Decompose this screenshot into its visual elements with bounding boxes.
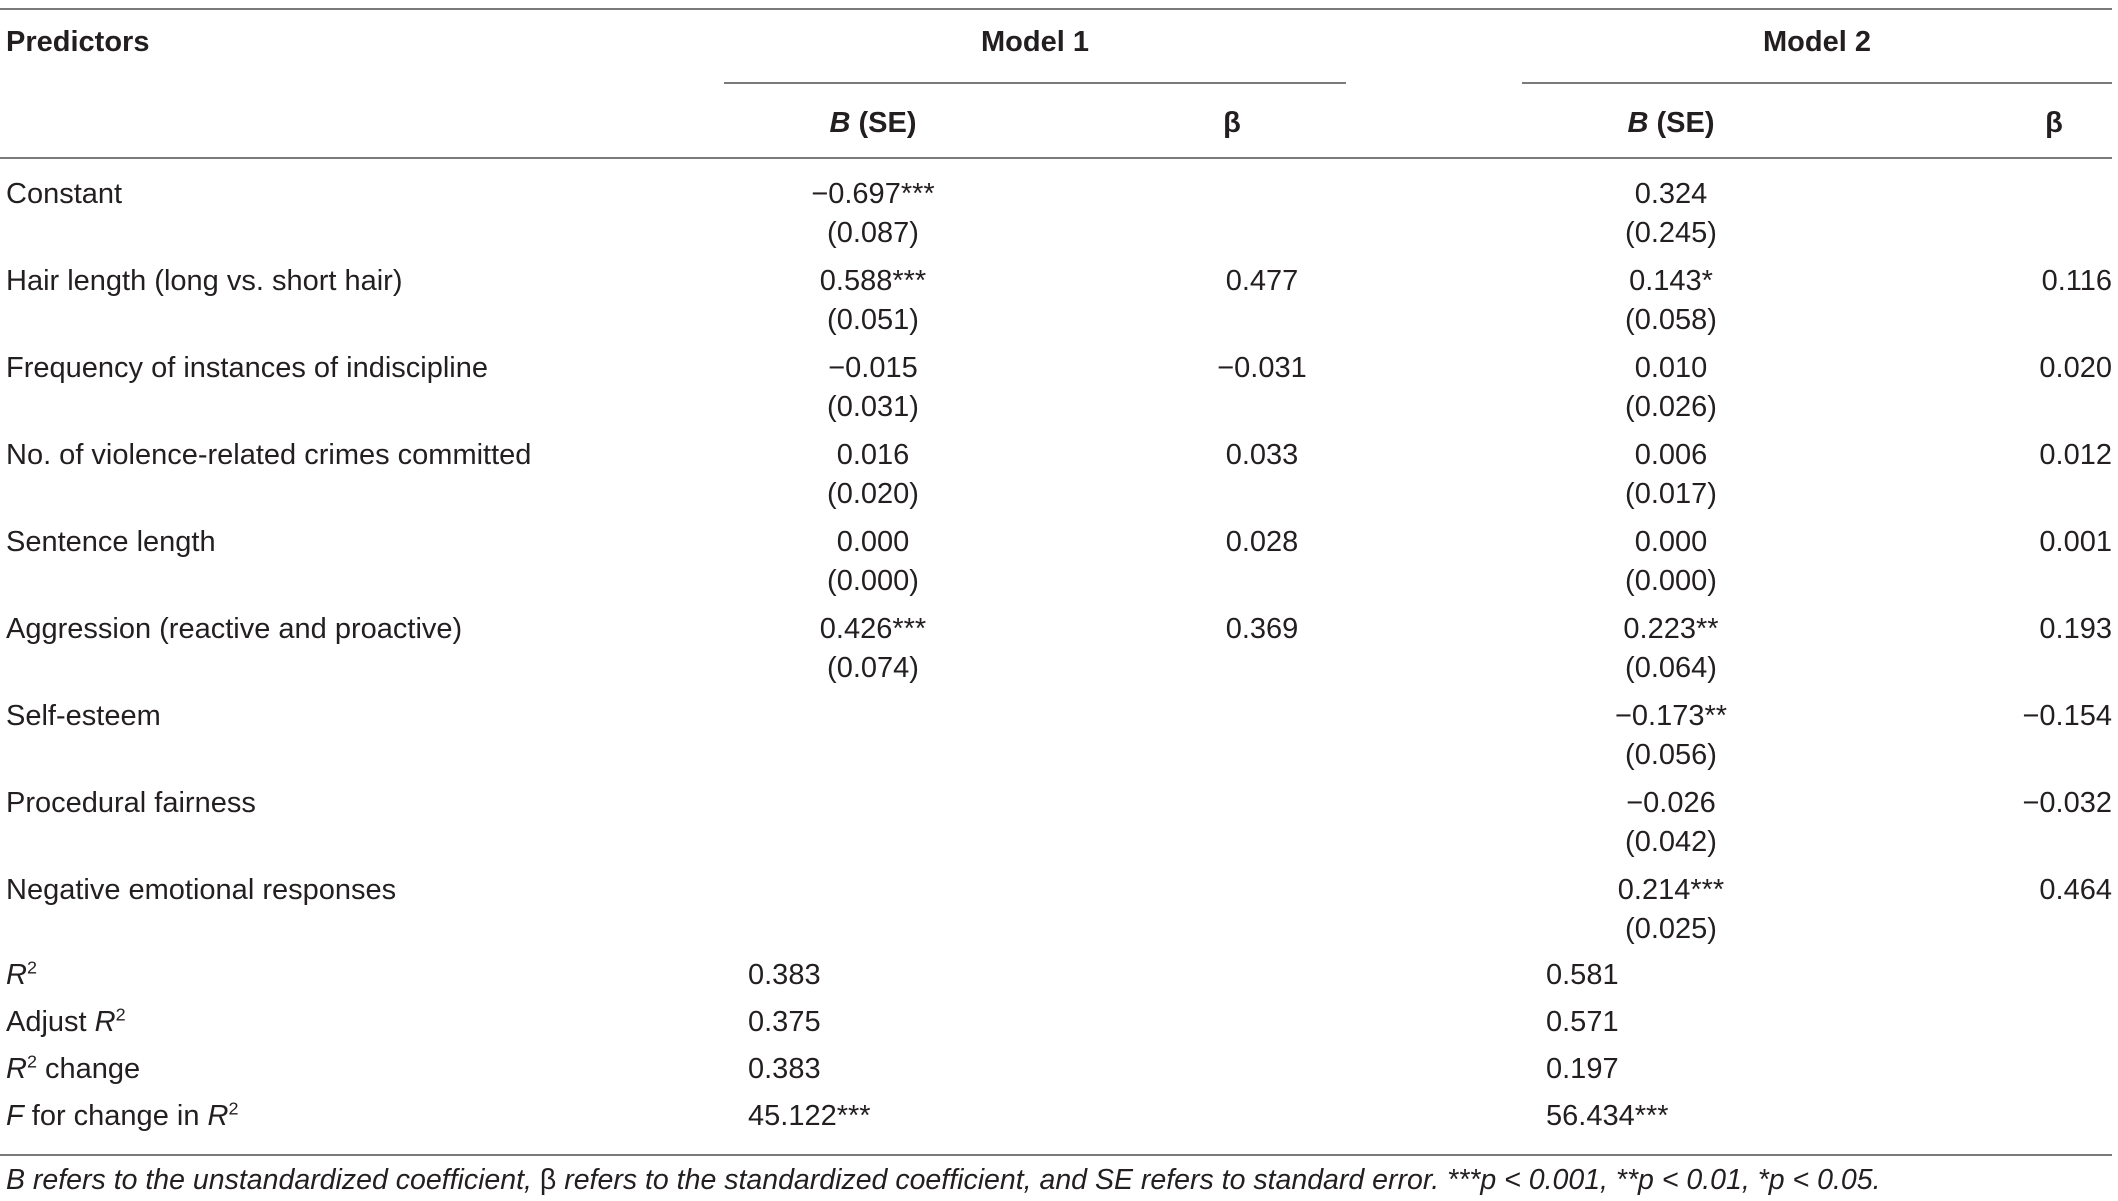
predictor-label: Self-esteem (6, 700, 161, 732)
model1-b-value: 0.588*** (819, 265, 927, 297)
predictor-label: Aggression (reactive and proactive) (6, 613, 463, 645)
model2-b-value: −0.026 (1626, 787, 1716, 819)
statistic-label-text: change (36, 1053, 141, 1085)
model2-b-value: 0.214*** (1617, 874, 1725, 906)
model1-b-value: −0.697*** (811, 178, 935, 210)
model2-header: Model 2 (1763, 26, 1871, 58)
statistic-superscript: 2 (115, 1004, 126, 1025)
table-footnote: B refers to the unstandardized coefficient, β refers to the standardized coefficient, and SE refers to standard error. ***p < 0.001, **p < 0.01, *p < 0.05. (6, 1164, 1881, 1196)
model2-se-value: (0.056) (1625, 739, 1717, 771)
statistic-superscript: 2 (26, 1051, 37, 1072)
predictor-label: Negative emotional responses (6, 874, 397, 906)
statistic-label (6, 955, 37, 995)
model2-se-value: (0.058) (1625, 304, 1717, 336)
model1-statistic-value: 0.383 (748, 959, 821, 991)
model1-b-value: 0.426*** (819, 613, 927, 645)
model1-beta-value: 0.369 (1225, 613, 1299, 645)
predictor-label: Sentence length (6, 526, 216, 558)
model2-se-value: (0.025) (1625, 913, 1717, 945)
predictor-label: No. of violence-related crimes committed (6, 439, 532, 471)
model1-beta-value: 0.028 (1225, 526, 1299, 558)
model1-beta-value: 0.477 (1225, 265, 1299, 297)
model2-beta-value: 0.012 (2039, 439, 2112, 471)
model1-statistic-value: 0.375 (748, 1006, 821, 1038)
model1-statistic-value: 0.383 (748, 1053, 821, 1085)
statistic-label-text: for change in (23, 1100, 208, 1132)
statistic-label (6, 1096, 238, 1136)
model1-statistic-value: 45.122*** (748, 1100, 871, 1132)
predictor-label: Procedural fairness (6, 787, 256, 819)
model2-b-se-header: B (SE) (1627, 107, 1715, 139)
model2-se-value: (0.017) (1625, 478, 1717, 510)
predictor-label: Constant (6, 178, 123, 210)
statistic-superscript: 2 (26, 957, 37, 978)
statistic-symbol: R (6, 959, 27, 991)
bottom-rule (0, 1154, 2112, 1156)
model1-beta-header: β (1223, 107, 1241, 139)
model2-b-value: 0.010 (1634, 352, 1708, 384)
model1-se-value: (0.031) (827, 391, 919, 423)
model2-b-value: 0.006 (1634, 439, 1708, 471)
model2-b-value: −0.173** (1614, 700, 1728, 732)
model1-se-value: (0.000) (827, 565, 919, 597)
model2-beta-value: 0.020 (2039, 352, 2112, 384)
header-rule (0, 157, 2112, 159)
statistic-symbol: R (6, 1053, 27, 1085)
predictor-label: Hair length (long vs. short hair) (6, 265, 403, 297)
model2-beta-value: 0.193 (2039, 613, 2112, 645)
model2-beta-header: β (2045, 107, 2063, 139)
model2-underline (1522, 82, 2112, 84)
statistic-symbol: R (94, 1006, 116, 1038)
statistic-label (6, 1002, 126, 1042)
model1-se-value: (0.087) (827, 217, 919, 249)
model2-beta-value: −0.154 (2022, 700, 2112, 732)
model2-beta-value: −0.032 (2022, 787, 2112, 819)
top-rule (0, 8, 2112, 10)
model2-b-value: 0.223** (1623, 613, 1719, 645)
model1-header: Model 1 (981, 26, 1089, 58)
model1-b-se-header: B (SE) (829, 107, 917, 139)
model1-underline (724, 82, 1346, 84)
model2-b-value: 0.000 (1634, 526, 1708, 558)
model1-beta-value: −0.031 (1217, 352, 1307, 384)
model2-b-value: 0.324 (1634, 178, 1708, 210)
model2-se-value: (0.245) (1625, 217, 1717, 249)
model2-se-value: (0.064) (1625, 652, 1717, 684)
model1-se-value: (0.074) (827, 652, 919, 684)
statistic-symbol: R (207, 1100, 229, 1132)
model2-statistic-value: 0.581 (1546, 959, 1619, 991)
predictor-label: Frequency of instances of indiscipline (6, 352, 488, 384)
model1-b-value: −0.015 (828, 352, 918, 384)
model2-beta-value: 0.116 (2041, 265, 2112, 297)
model2-se-value: (0.026) (1625, 391, 1717, 423)
model2-beta-value: 0.001 (2039, 526, 2112, 558)
model1-se-value: (0.020) (827, 478, 919, 510)
statistic-label (6, 1049, 140, 1089)
model2-statistic-value: 56.434*** (1546, 1100, 1669, 1132)
statistic-superscript: 2 (228, 1098, 239, 1119)
model2-statistic-value: 0.197 (1546, 1053, 1619, 1085)
model1-beta-value: 0.033 (1225, 439, 1299, 471)
statistic-label-text: Adjust (6, 1006, 95, 1038)
model2-se-value: (0.042) (1625, 826, 1717, 858)
model2-se-value: (0.000) (1625, 565, 1717, 597)
model2-b-value: 0.143* (1629, 265, 1713, 297)
model1-b-value: 0.016 (836, 439, 910, 471)
statistic-symbol: F (6, 1100, 24, 1132)
model2-beta-value: 0.464 (2039, 874, 2112, 906)
model2-statistic-value: 0.571 (1546, 1006, 1619, 1038)
model1-se-value: (0.051) (827, 304, 919, 336)
predictors-header: Predictors (6, 26, 150, 58)
model1-b-value: 0.000 (836, 526, 910, 558)
